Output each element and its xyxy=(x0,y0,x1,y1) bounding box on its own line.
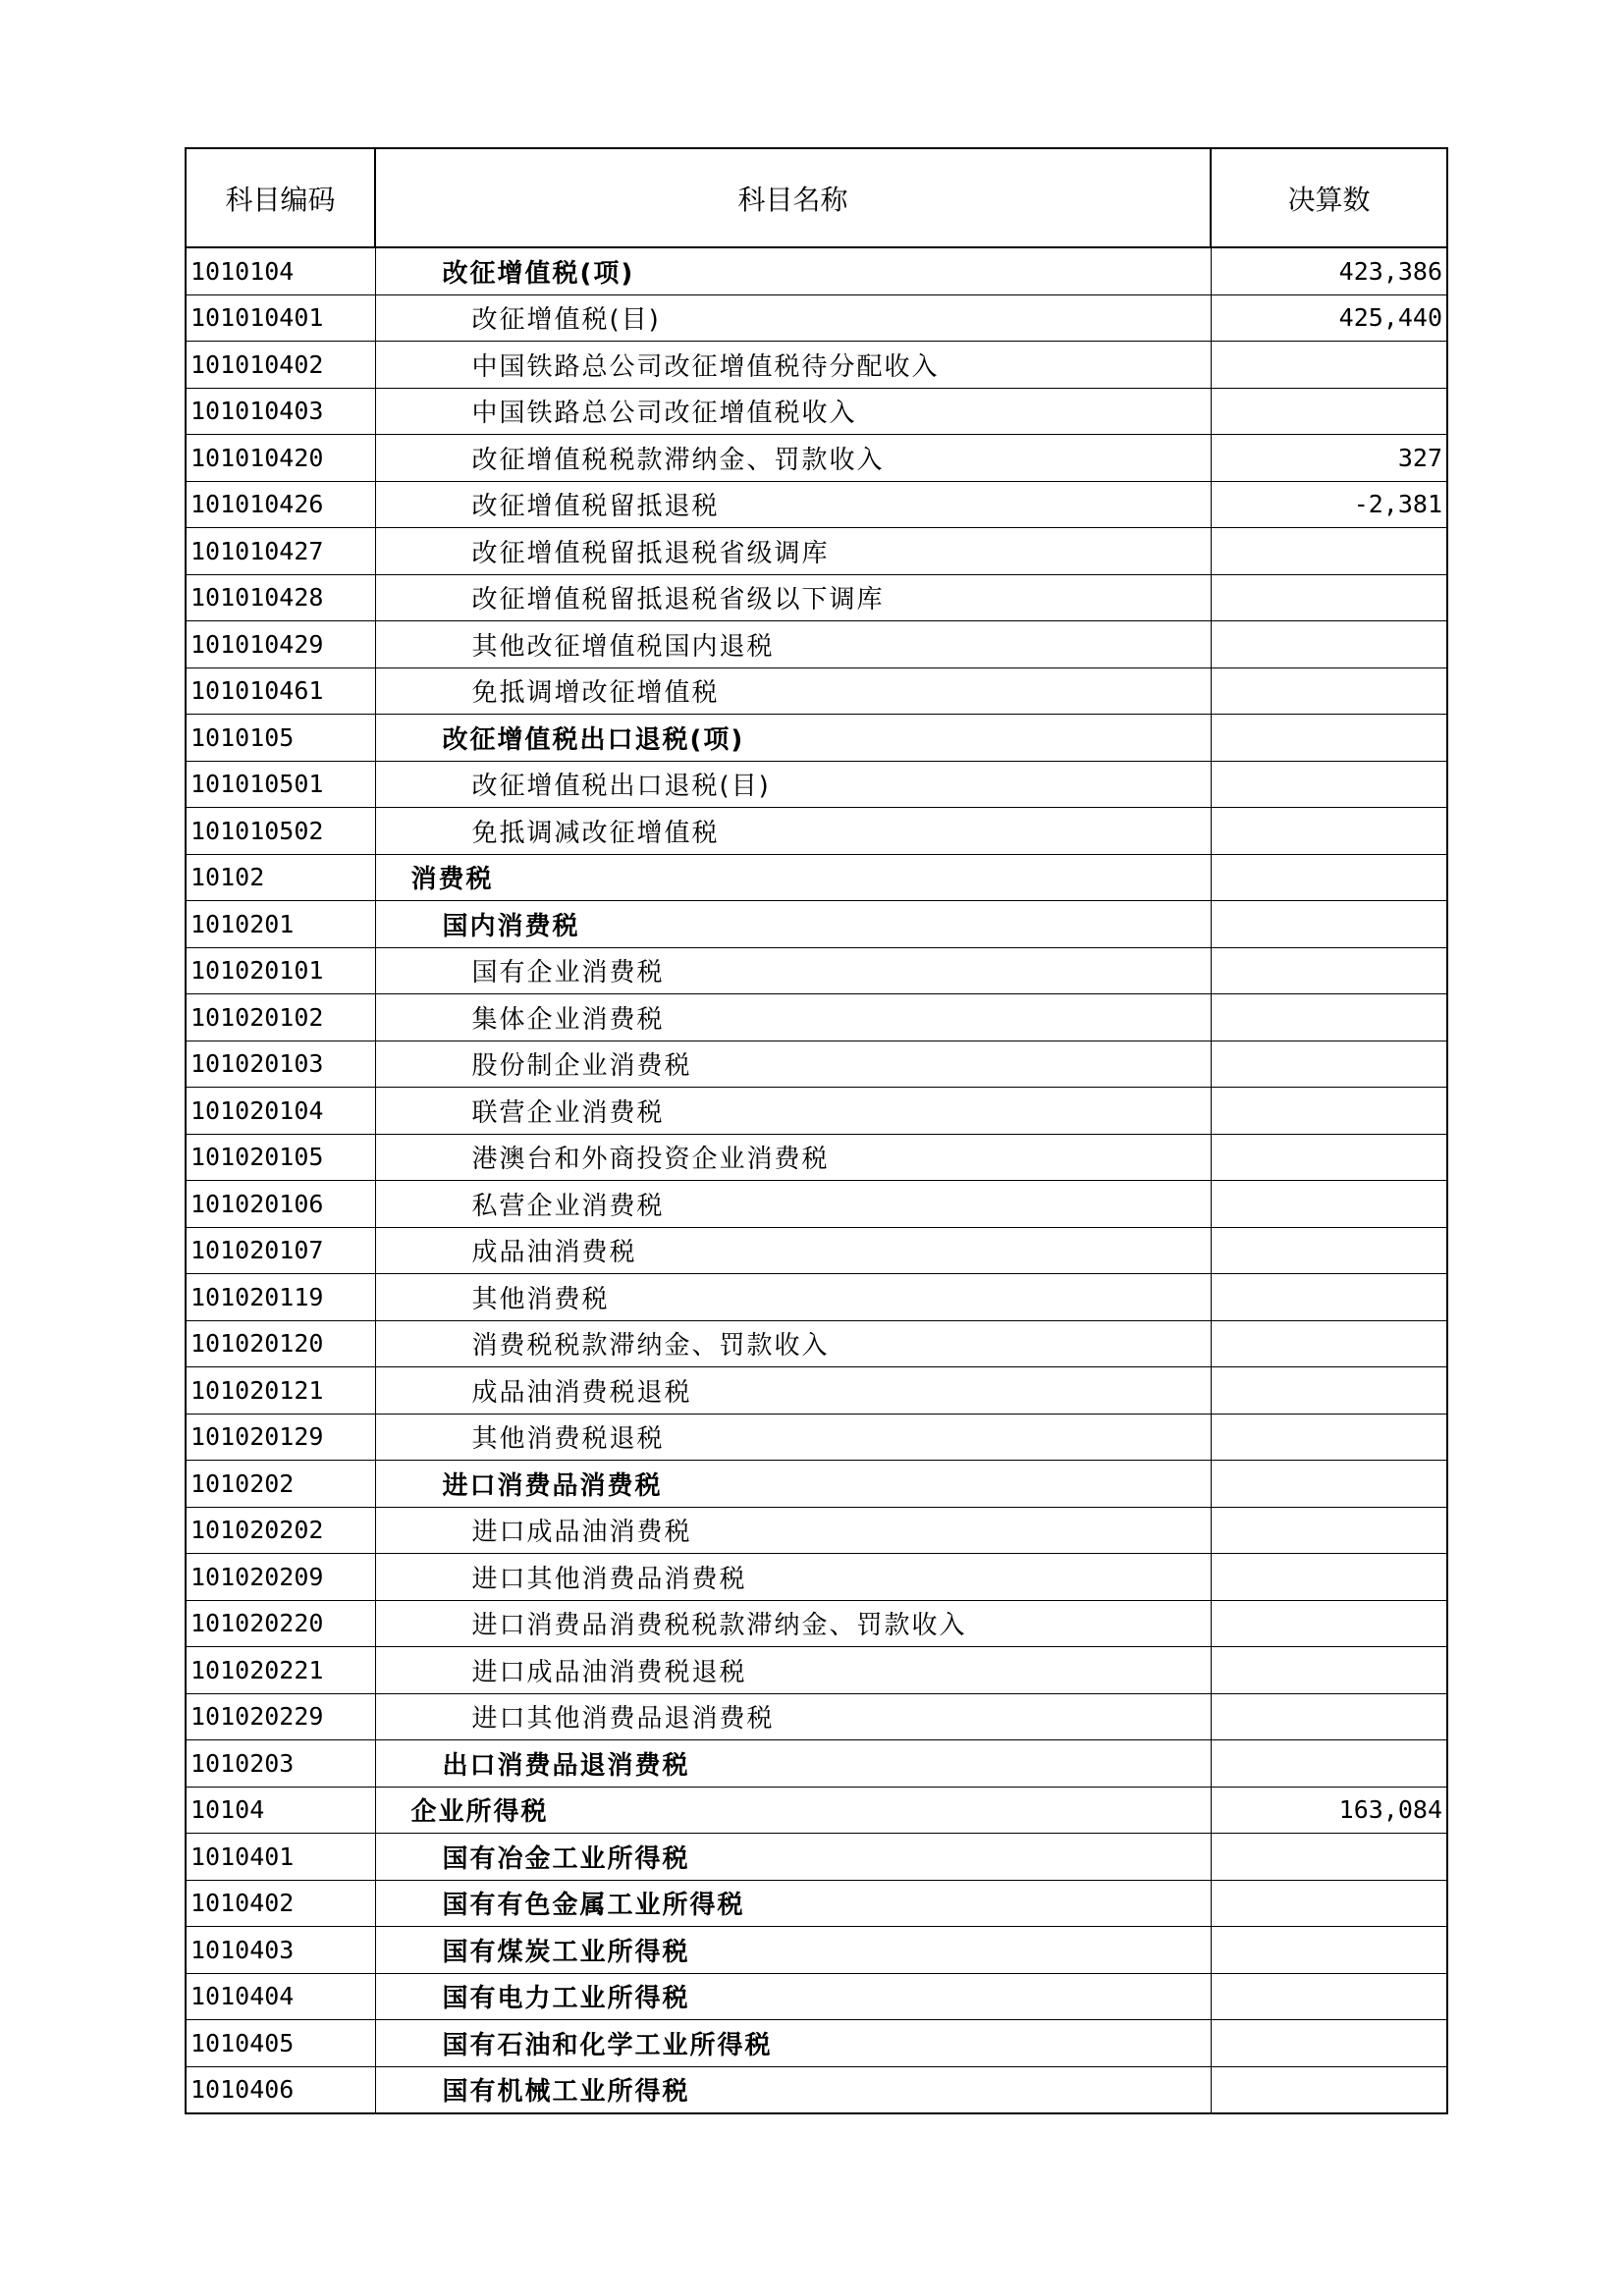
row-code: 101020105 xyxy=(186,1134,375,1181)
row-name: 国有煤炭工业所得税 xyxy=(375,1927,1211,1974)
table-row xyxy=(186,2020,1447,2067)
row-amount xyxy=(1211,1647,1447,1694)
row-name: 国有电力工业所得税 xyxy=(375,1973,1211,2020)
table-row xyxy=(186,854,1447,901)
table-row xyxy=(186,1134,1447,1181)
table-row xyxy=(186,435,1447,482)
row-name: 其他改征增值税国内退税 xyxy=(375,621,1211,668)
row-code: 101010502 xyxy=(186,808,375,855)
header-amount: 决算数 xyxy=(1211,148,1447,247)
row-code: 1010203 xyxy=(186,1740,375,1788)
table-row xyxy=(186,574,1447,621)
table-row xyxy=(186,1693,1447,1740)
table-row xyxy=(186,1740,1447,1788)
row-code: 1010105 xyxy=(186,715,375,762)
row-code: 101020202 xyxy=(186,1507,375,1554)
row-code: 101020102 xyxy=(186,994,375,1041)
table-row xyxy=(186,808,1447,855)
header-code: 科目编码 xyxy=(186,148,375,247)
row-amount xyxy=(1211,1693,1447,1740)
row-amount xyxy=(1211,808,1447,855)
row-amount xyxy=(1211,1134,1447,1181)
row-name: 联营企业消费税 xyxy=(375,1088,1211,1135)
table-row xyxy=(186,1181,1447,1228)
table-row xyxy=(186,388,1447,435)
row-code: 101020221 xyxy=(186,1647,375,1694)
row-amount: -2,381 xyxy=(1211,481,1447,528)
row-code: 1010404 xyxy=(186,1973,375,2020)
row-name: 其他消费税退税 xyxy=(375,1414,1211,1461)
row-name: 其他消费税 xyxy=(375,1274,1211,1321)
table-row xyxy=(186,528,1447,575)
row-name: 改征增值税留抵退税省级调库 xyxy=(375,528,1211,575)
row-code: 101020104 xyxy=(186,1088,375,1135)
row-code: 101020103 xyxy=(186,1041,375,1088)
row-amount xyxy=(1211,947,1447,994)
row-code: 1010104 xyxy=(186,247,375,294)
row-amount xyxy=(1211,1414,1447,1461)
table-row xyxy=(186,1600,1447,1647)
row-amount xyxy=(1211,1088,1447,1135)
row-code: 101010403 xyxy=(186,388,375,435)
table-row xyxy=(186,2066,1447,2113)
row-amount: 163,084 xyxy=(1211,1787,1447,1834)
row-name: 进口其他消费品退消费税 xyxy=(375,1693,1211,1740)
row-name: 国有机械工业所得税 xyxy=(375,2066,1211,2113)
row-code: 10102 xyxy=(186,854,375,901)
row-code: 101010401 xyxy=(186,294,375,342)
row-amount: 425,440 xyxy=(1211,294,1447,342)
row-amount: 423,386 xyxy=(1211,247,1447,294)
table-row xyxy=(186,1414,1447,1461)
row-amount xyxy=(1211,388,1447,435)
row-code: 101010427 xyxy=(186,528,375,575)
row-amount xyxy=(1211,528,1447,575)
row-name: 改征增值税留抵退税 xyxy=(375,481,1211,528)
row-amount xyxy=(1211,342,1447,389)
row-name: 进口消费品消费税税款滞纳金、罚款收入 xyxy=(375,1600,1211,1647)
row-code: 101020220 xyxy=(186,1600,375,1647)
row-name: 中国铁路总公司改征增值税待分配收入 xyxy=(375,342,1211,389)
row-name: 成品油消费税退税 xyxy=(375,1367,1211,1415)
header-name: 科目名称 xyxy=(375,148,1211,247)
table-row xyxy=(186,667,1447,715)
row-code: 101020106 xyxy=(186,1181,375,1228)
row-name: 改征增值税出口退税(项) xyxy=(375,715,1211,762)
row-amount xyxy=(1211,2020,1447,2067)
table-row xyxy=(186,947,1447,994)
row-name: 进口成品油消费税 xyxy=(375,1507,1211,1554)
table-row xyxy=(186,1834,1447,1881)
row-amount xyxy=(1211,1740,1447,1788)
row-code: 1010201 xyxy=(186,901,375,948)
row-amount xyxy=(1211,1367,1447,1415)
row-code: 101010501 xyxy=(186,761,375,808)
row-code: 10104 xyxy=(186,1787,375,1834)
row-amount xyxy=(1211,1507,1447,1554)
row-code: 101010428 xyxy=(186,574,375,621)
table-body xyxy=(186,247,1447,2113)
row-code: 101020129 xyxy=(186,1414,375,1461)
row-name: 改征增值税(项) xyxy=(375,247,1211,294)
row-name: 国有企业消费税 xyxy=(375,947,1211,994)
row-name: 国有有色金属工业所得税 xyxy=(375,1880,1211,1927)
row-amount: 327 xyxy=(1211,435,1447,482)
table-row xyxy=(186,342,1447,389)
table-row xyxy=(186,1320,1447,1367)
table-row xyxy=(186,481,1447,528)
row-code: 101010461 xyxy=(186,667,375,715)
table-row xyxy=(186,994,1447,1041)
row-name: 港澳台和外商投资企业消费税 xyxy=(375,1134,1211,1181)
table-row xyxy=(186,1880,1447,1927)
row-name: 企业所得税 xyxy=(375,1787,1211,1834)
row-amount xyxy=(1211,1880,1447,1927)
row-name: 股份制企业消费税 xyxy=(375,1041,1211,1088)
row-amount xyxy=(1211,1600,1447,1647)
row-amount xyxy=(1211,1320,1447,1367)
row-name: 集体企业消费税 xyxy=(375,994,1211,1041)
row-amount xyxy=(1211,2066,1447,2113)
table-row xyxy=(186,1088,1447,1135)
row-code: 101020119 xyxy=(186,1274,375,1321)
row-amount xyxy=(1211,574,1447,621)
row-amount xyxy=(1211,854,1447,901)
row-code: 1010405 xyxy=(186,2020,375,2067)
row-code: 1010202 xyxy=(186,1461,375,1508)
row-code: 101010402 xyxy=(186,342,375,389)
table-row xyxy=(186,1041,1447,1088)
budget-table-sheet xyxy=(185,147,1448,2114)
table-row xyxy=(186,294,1447,342)
row-name: 改征增值税(目) xyxy=(375,294,1211,342)
row-name: 进口成品油消费税退税 xyxy=(375,1647,1211,1694)
row-name: 改征增值税留抵退税省级以下调库 xyxy=(375,574,1211,621)
row-amount xyxy=(1211,901,1447,948)
row-name: 进口其他消费品消费税 xyxy=(375,1554,1211,1601)
row-code: 101010426 xyxy=(186,481,375,528)
row-amount xyxy=(1211,994,1447,1041)
row-amount xyxy=(1211,1461,1447,1508)
row-name: 消费税税款滞纳金、罚款收入 xyxy=(375,1320,1211,1367)
table-row xyxy=(186,247,1447,294)
table-row xyxy=(186,1274,1447,1321)
row-code: 101020107 xyxy=(186,1227,375,1274)
row-name: 免抵调减改征增值税 xyxy=(375,808,1211,855)
row-name: 成品油消费税 xyxy=(375,1227,1211,1274)
row-amount xyxy=(1211,667,1447,715)
table-row xyxy=(186,1367,1447,1415)
budget-table xyxy=(185,147,1448,2114)
row-amount xyxy=(1211,1181,1447,1228)
table-row xyxy=(186,1787,1447,1834)
table-row xyxy=(186,1647,1447,1694)
row-amount xyxy=(1211,1973,1447,2020)
row-amount xyxy=(1211,1834,1447,1881)
row-code: 1010403 xyxy=(186,1927,375,1974)
row-code: 101020121 xyxy=(186,1367,375,1415)
row-code: 1010402 xyxy=(186,1880,375,1927)
row-name: 国有冶金工业所得税 xyxy=(375,1834,1211,1881)
table-row xyxy=(186,1507,1447,1554)
table-row xyxy=(186,1927,1447,1974)
row-amount xyxy=(1211,1227,1447,1274)
row-name: 出口消费品退消费税 xyxy=(375,1740,1211,1788)
row-name: 消费税 xyxy=(375,854,1211,901)
row-name: 私营企业消费税 xyxy=(375,1181,1211,1228)
row-code: 101020101 xyxy=(186,947,375,994)
table-row xyxy=(186,715,1447,762)
row-name: 中国铁路总公司改征增值税收入 xyxy=(375,388,1211,435)
row-code: 101010420 xyxy=(186,435,375,482)
table-row xyxy=(186,1461,1447,1508)
row-name: 国有石油和化学工业所得税 xyxy=(375,2020,1211,2067)
table-row xyxy=(186,1554,1447,1601)
row-name: 改征增值税出口退税(目) xyxy=(375,761,1211,808)
row-name: 进口消费品消费税 xyxy=(375,1461,1211,1508)
row-code: 101020120 xyxy=(186,1320,375,1367)
row-amount xyxy=(1211,1927,1447,1974)
table-row xyxy=(186,761,1447,808)
table-row xyxy=(186,621,1447,668)
row-code: 101010429 xyxy=(186,621,375,668)
row-code: 101020229 xyxy=(186,1693,375,1740)
row-amount xyxy=(1211,621,1447,668)
row-amount xyxy=(1211,1041,1447,1088)
row-amount xyxy=(1211,761,1447,808)
row-name: 国内消费税 xyxy=(375,901,1211,948)
header-row xyxy=(186,148,1447,247)
table-row xyxy=(186,901,1447,948)
row-name: 免抵调增改征增值税 xyxy=(375,667,1211,715)
table-row xyxy=(186,1973,1447,2020)
row-amount xyxy=(1211,1274,1447,1321)
table-header xyxy=(186,148,1447,247)
row-amount xyxy=(1211,715,1447,762)
row-code: 1010406 xyxy=(186,2066,375,2113)
row-amount xyxy=(1211,1554,1447,1601)
row-name: 改征增值税税款滞纳金、罚款收入 xyxy=(375,435,1211,482)
row-code: 1010401 xyxy=(186,1834,375,1881)
row-code: 101020209 xyxy=(186,1554,375,1601)
table-row xyxy=(186,1227,1447,1274)
